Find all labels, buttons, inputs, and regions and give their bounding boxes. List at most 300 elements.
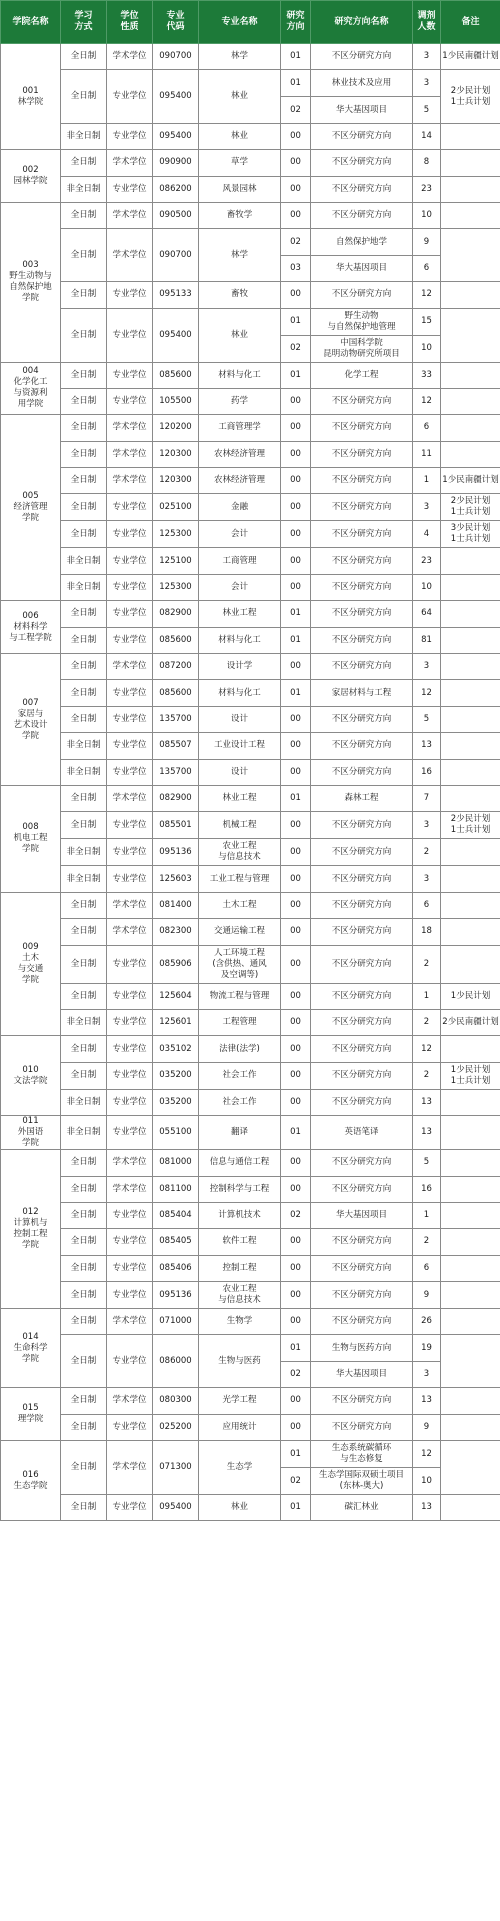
header-major-name: 专业名称 bbox=[199, 1, 281, 44]
dirname-cell: 华大基因项目 bbox=[311, 255, 413, 281]
table-row bbox=[1, 983, 500, 1009]
dir-cell: 00 bbox=[281, 1062, 311, 1089]
dir-cell: 00 bbox=[281, 812, 311, 839]
dirname-cell: 华大基因项目 bbox=[311, 97, 413, 123]
remarks-cell bbox=[441, 1495, 500, 1521]
count-cell: 3 bbox=[413, 494, 441, 521]
major-cell: 生物与医药 bbox=[199, 1335, 281, 1388]
count-cell: 16 bbox=[413, 759, 441, 785]
remarks-cell bbox=[441, 1150, 500, 1176]
dirname-cell: 不区分研究方向 bbox=[311, 654, 413, 680]
degree-cell: 专业学位 bbox=[107, 388, 153, 414]
code-cell: 085501 bbox=[153, 812, 199, 839]
degree-cell: 专业学位 bbox=[107, 1335, 153, 1388]
dirname-cell: 不区分研究方向 bbox=[311, 759, 413, 785]
table-row bbox=[1, 866, 500, 892]
dirname-cell: 不区分研究方向 bbox=[311, 150, 413, 176]
dir-cell: 00 bbox=[281, 441, 311, 467]
count-cell: 5 bbox=[413, 706, 441, 732]
dirname-cell: 不区分研究方向 bbox=[311, 945, 413, 983]
count-cell: 9 bbox=[413, 1414, 441, 1440]
remarks-cell bbox=[441, 1441, 500, 1495]
code-cell: 090700 bbox=[153, 44, 199, 70]
major-cell: 农林经济管理 bbox=[199, 468, 281, 494]
college-name-cell: 003 野生动物与 自然保护地 学院 bbox=[1, 202, 61, 362]
dir-cell: 01 bbox=[281, 362, 311, 388]
code-cell: 081400 bbox=[153, 892, 199, 918]
remarks-cell: 2少民南疆计划 bbox=[441, 1009, 500, 1035]
count-cell: 3 bbox=[413, 654, 441, 680]
code-cell: 125603 bbox=[153, 866, 199, 892]
remarks-cell bbox=[441, 415, 500, 441]
count-cell: 10 bbox=[413, 574, 441, 600]
code-cell: 085507 bbox=[153, 733, 199, 759]
major-cell: 工商管理学 bbox=[199, 415, 281, 441]
degree-cell: 学术学位 bbox=[107, 1388, 153, 1414]
dir-cell: 00 bbox=[281, 521, 311, 548]
code-cell: 071000 bbox=[153, 1309, 199, 1335]
code-cell: 125100 bbox=[153, 548, 199, 574]
degree-cell: 学术学位 bbox=[107, 1309, 153, 1335]
dirname-cell: 自然保护地学 bbox=[311, 229, 413, 255]
code-cell: 081000 bbox=[153, 1150, 199, 1176]
table-row bbox=[1, 1009, 500, 1035]
table-row bbox=[1, 1062, 500, 1089]
degree-cell: 专业学位 bbox=[107, 945, 153, 983]
college-name-cell: 004 化学化工 与资源利 用学院 bbox=[1, 362, 61, 415]
table-row bbox=[1, 1441, 500, 1468]
remarks-cell bbox=[441, 362, 500, 388]
header-remarks: 备注 bbox=[441, 1, 500, 44]
college-name-cell: 001 林学院 bbox=[1, 44, 61, 150]
dir-cell: 00 bbox=[281, 1089, 311, 1115]
mode-cell: 全日制 bbox=[61, 468, 107, 494]
code-cell: 080300 bbox=[153, 1388, 199, 1414]
dirname-cell: 家居材料与工程 bbox=[311, 680, 413, 706]
dirname-cell: 不区分研究方向 bbox=[311, 388, 413, 414]
count-cell: 2 bbox=[413, 1229, 441, 1255]
table-row bbox=[1, 494, 500, 521]
major-cell: 人工环境工程 (含供热、通风 及空调等) bbox=[199, 945, 281, 983]
degree-cell: 专业学位 bbox=[107, 1116, 153, 1150]
mode-cell: 非全日制 bbox=[61, 866, 107, 892]
count-cell: 18 bbox=[413, 919, 441, 945]
count-cell: 9 bbox=[413, 229, 441, 255]
dirname-cell: 不区分研究方向 bbox=[311, 892, 413, 918]
code-cell: 085406 bbox=[153, 1255, 199, 1281]
code-cell: 095400 bbox=[153, 1495, 199, 1521]
mode-cell: 全日制 bbox=[61, 654, 107, 680]
major-cell: 林业工程 bbox=[199, 785, 281, 811]
remarks-cell bbox=[441, 441, 500, 467]
major-cell: 草学 bbox=[199, 150, 281, 176]
mode-cell: 全日制 bbox=[61, 1309, 107, 1335]
degree-cell: 专业学位 bbox=[107, 521, 153, 548]
dirname-cell: 不区分研究方向 bbox=[311, 1388, 413, 1414]
table-row bbox=[1, 441, 500, 467]
count-cell: 3 bbox=[413, 70, 441, 97]
table-row bbox=[1, 706, 500, 732]
mode-cell: 全日制 bbox=[61, 627, 107, 653]
mode-cell: 全日制 bbox=[61, 1176, 107, 1202]
table-row bbox=[1, 1309, 500, 1335]
major-cell: 风景园林 bbox=[199, 176, 281, 202]
degree-cell: 学术学位 bbox=[107, 150, 153, 176]
remarks-cell bbox=[441, 733, 500, 759]
college-name-cell: 007 家居与 艺术设计 学院 bbox=[1, 654, 61, 786]
dir-cell: 00 bbox=[281, 282, 311, 308]
degree-cell: 专业学位 bbox=[107, 70, 153, 123]
code-cell: 125300 bbox=[153, 521, 199, 548]
degree-cell: 学术学位 bbox=[107, 202, 153, 228]
code-cell: 090900 bbox=[153, 150, 199, 176]
count-cell: 12 bbox=[413, 388, 441, 414]
remarks-cell: 1少民南疆计划 bbox=[441, 468, 500, 494]
count-cell: 15 bbox=[413, 308, 441, 335]
mode-cell: 全日制 bbox=[61, 494, 107, 521]
dir-cell: 01 bbox=[281, 70, 311, 97]
mode-cell: 全日制 bbox=[61, 44, 107, 70]
dir-cell: 01 bbox=[281, 627, 311, 653]
dir-cell: 00 bbox=[281, 494, 311, 521]
count-cell: 7 bbox=[413, 785, 441, 811]
mode-cell: 全日制 bbox=[61, 1388, 107, 1414]
mode-cell: 非全日制 bbox=[61, 574, 107, 600]
mode-cell: 全日制 bbox=[61, 1335, 107, 1388]
remarks-cell bbox=[441, 866, 500, 892]
mode-cell: 全日制 bbox=[61, 308, 107, 362]
degree-cell: 学术学位 bbox=[107, 654, 153, 680]
table-row bbox=[1, 415, 500, 441]
mode-cell: 全日制 bbox=[61, 1036, 107, 1062]
dir-cell: 00 bbox=[281, 1309, 311, 1335]
dirname-cell: 不区分研究方向 bbox=[311, 1309, 413, 1335]
mode-cell: 全日制 bbox=[61, 362, 107, 388]
dirname-cell: 生态学国际双硕士项目 (东林-奥大) bbox=[311, 1468, 413, 1495]
count-cell: 10 bbox=[413, 335, 441, 362]
mode-cell: 全日制 bbox=[61, 70, 107, 123]
table-row bbox=[1, 892, 500, 918]
degree-cell: 专业学位 bbox=[107, 983, 153, 1009]
table-row bbox=[1, 733, 500, 759]
mode-cell: 非全日制 bbox=[61, 1009, 107, 1035]
count-cell: 2 bbox=[413, 1062, 441, 1089]
table-row bbox=[1, 468, 500, 494]
dir-cell: 03 bbox=[281, 255, 311, 281]
mode-cell: 全日制 bbox=[61, 229, 107, 282]
table-row bbox=[1, 229, 500, 255]
table-row bbox=[1, 1089, 500, 1115]
count-cell: 6 bbox=[413, 415, 441, 441]
major-cell: 工商管理 bbox=[199, 548, 281, 574]
degree-cell: 专业学位 bbox=[107, 1036, 153, 1062]
mode-cell: 全日制 bbox=[61, 282, 107, 308]
major-cell: 生态学 bbox=[199, 1441, 281, 1495]
dir-cell: 02 bbox=[281, 1202, 311, 1228]
remarks-cell bbox=[441, 282, 500, 308]
code-cell: 135700 bbox=[153, 759, 199, 785]
remarks-cell: 1少民计划 1士兵计划 bbox=[441, 1062, 500, 1089]
count-cell: 12 bbox=[413, 680, 441, 706]
count-cell: 1 bbox=[413, 983, 441, 1009]
count-cell: 4 bbox=[413, 521, 441, 548]
remarks-cell bbox=[441, 839, 500, 866]
remarks-cell bbox=[441, 892, 500, 918]
count-cell: 10 bbox=[413, 1468, 441, 1495]
count-cell: 12 bbox=[413, 282, 441, 308]
dir-cell: 00 bbox=[281, 468, 311, 494]
code-cell: 095400 bbox=[153, 123, 199, 149]
dirname-cell: 不区分研究方向 bbox=[311, 733, 413, 759]
dirname-cell: 不区分研究方向 bbox=[311, 1009, 413, 1035]
mode-cell: 全日制 bbox=[61, 415, 107, 441]
count-cell: 13 bbox=[413, 1089, 441, 1115]
major-cell: 设计 bbox=[199, 759, 281, 785]
dir-cell: 00 bbox=[281, 945, 311, 983]
code-cell: 095136 bbox=[153, 839, 199, 866]
mode-cell: 非全日制 bbox=[61, 123, 107, 149]
degree-cell: 专业学位 bbox=[107, 548, 153, 574]
dirname-cell: 不区分研究方向 bbox=[311, 706, 413, 732]
dir-cell: 01 bbox=[281, 308, 311, 335]
dirname-cell: 野生动物 与自然保护地管理 bbox=[311, 308, 413, 335]
dir-cell: 00 bbox=[281, 548, 311, 574]
mode-cell: 全日制 bbox=[61, 521, 107, 548]
major-cell: 翻译 bbox=[199, 1116, 281, 1150]
dirname-cell: 不区分研究方向 bbox=[311, 983, 413, 1009]
degree-cell: 专业学位 bbox=[107, 123, 153, 149]
major-cell: 会计 bbox=[199, 521, 281, 548]
degree-cell: 专业学位 bbox=[107, 1089, 153, 1115]
dir-cell: 00 bbox=[281, 388, 311, 414]
major-cell: 土木工程 bbox=[199, 892, 281, 918]
dir-cell: 00 bbox=[281, 1282, 311, 1309]
dir-cell: 00 bbox=[281, 1229, 311, 1255]
header-major-code: 专业 代码 bbox=[153, 1, 199, 44]
remarks-cell: 2少民计划 1士兵计划 bbox=[441, 812, 500, 839]
degree-cell: 专业学位 bbox=[107, 733, 153, 759]
code-cell: 086000 bbox=[153, 1335, 199, 1388]
mode-cell: 非全日制 bbox=[61, 839, 107, 866]
table-row bbox=[1, 1176, 500, 1202]
remarks-cell bbox=[441, 919, 500, 945]
major-cell: 法律(法学) bbox=[199, 1036, 281, 1062]
mode-cell: 全日制 bbox=[61, 919, 107, 945]
dirname-cell: 华大基因项目 bbox=[311, 1202, 413, 1228]
count-cell: 9 bbox=[413, 1282, 441, 1309]
table-row bbox=[1, 759, 500, 785]
dir-cell: 00 bbox=[281, 919, 311, 945]
degree-cell: 专业学位 bbox=[107, 1414, 153, 1440]
mode-cell: 全日制 bbox=[61, 1441, 107, 1495]
major-cell: 材料与化工 bbox=[199, 362, 281, 388]
table-row bbox=[1, 521, 500, 548]
major-cell: 控制工程 bbox=[199, 1255, 281, 1281]
dirname-cell: 不区分研究方向 bbox=[311, 1229, 413, 1255]
college-name-cell: 012 计算机与 控制工程 学院 bbox=[1, 1150, 61, 1309]
remarks-cell bbox=[441, 1309, 500, 1335]
degree-cell: 专业学位 bbox=[107, 627, 153, 653]
dir-cell: 02 bbox=[281, 1468, 311, 1495]
degree-cell: 专业学位 bbox=[107, 1062, 153, 1089]
code-cell: 085405 bbox=[153, 1229, 199, 1255]
table-row bbox=[1, 574, 500, 600]
code-cell: 082900 bbox=[153, 601, 199, 627]
code-cell: 125300 bbox=[153, 574, 199, 600]
code-cell: 087200 bbox=[153, 654, 199, 680]
code-cell: 105500 bbox=[153, 388, 199, 414]
dir-cell: 00 bbox=[281, 866, 311, 892]
degree-cell: 专业学位 bbox=[107, 1009, 153, 1035]
table-row bbox=[1, 601, 500, 627]
table-row bbox=[1, 1202, 500, 1228]
dir-cell: 00 bbox=[281, 150, 311, 176]
table-row bbox=[1, 1116, 500, 1150]
mode-cell: 非全日制 bbox=[61, 548, 107, 574]
degree-cell: 专业学位 bbox=[107, 362, 153, 388]
college-name-cell: 016 生态学院 bbox=[1, 1441, 61, 1521]
code-cell: 035102 bbox=[153, 1036, 199, 1062]
count-cell: 2 bbox=[413, 839, 441, 866]
count-cell: 14 bbox=[413, 123, 441, 149]
code-cell: 085906 bbox=[153, 945, 199, 983]
code-cell: 095400 bbox=[153, 308, 199, 362]
mode-cell: 全日制 bbox=[61, 1414, 107, 1440]
remarks-cell bbox=[441, 680, 500, 706]
remarks-cell: 1少民计划 bbox=[441, 983, 500, 1009]
dir-cell: 02 bbox=[281, 229, 311, 255]
remarks-cell bbox=[441, 548, 500, 574]
table-row bbox=[1, 1282, 500, 1309]
table-row bbox=[1, 1255, 500, 1281]
remarks-cell: 2少民计划 1士兵计划 bbox=[441, 70, 500, 123]
dirname-cell: 不区分研究方向 bbox=[311, 1062, 413, 1089]
count-cell: 3 bbox=[413, 44, 441, 70]
code-cell: 135700 bbox=[153, 706, 199, 732]
code-cell: 095133 bbox=[153, 282, 199, 308]
degree-cell: 专业学位 bbox=[107, 812, 153, 839]
degree-cell: 专业学位 bbox=[107, 680, 153, 706]
code-cell: 090700 bbox=[153, 229, 199, 282]
dirname-cell: 不区分研究方向 bbox=[311, 1414, 413, 1440]
dirname-cell: 不区分研究方向 bbox=[311, 1255, 413, 1281]
major-cell: 林业工程 bbox=[199, 601, 281, 627]
major-cell: 应用统计 bbox=[199, 1414, 281, 1440]
remarks-cell bbox=[441, 574, 500, 600]
degree-cell: 学术学位 bbox=[107, 441, 153, 467]
dir-cell: 00 bbox=[281, 1150, 311, 1176]
college-name-cell: 006 材料科学 与工程学院 bbox=[1, 601, 61, 654]
major-cell: 计算机技术 bbox=[199, 1202, 281, 1228]
dir-cell: 01 bbox=[281, 44, 311, 70]
table-row bbox=[1, 1335, 500, 1361]
degree-cell: 专业学位 bbox=[107, 1282, 153, 1309]
count-cell: 6 bbox=[413, 255, 441, 281]
count-cell: 13 bbox=[413, 1495, 441, 1521]
major-cell: 生物学 bbox=[199, 1309, 281, 1335]
dirname-cell: 不区分研究方向 bbox=[311, 839, 413, 866]
mode-cell: 非全日制 bbox=[61, 1089, 107, 1115]
major-cell: 光学工程 bbox=[199, 1388, 281, 1414]
dirname-cell: 不区分研究方向 bbox=[311, 1176, 413, 1202]
major-cell: 畜牧 bbox=[199, 282, 281, 308]
college-name-cell: 008 机电工程 学院 bbox=[1, 785, 61, 892]
college-name-cell: 009 土木 与交通 学院 bbox=[1, 892, 61, 1036]
code-cell: 035200 bbox=[153, 1089, 199, 1115]
degree-cell: 专业学位 bbox=[107, 1495, 153, 1521]
dirname-cell: 不区分研究方向 bbox=[311, 494, 413, 521]
table-row bbox=[1, 1495, 500, 1521]
table-row bbox=[1, 627, 500, 653]
count-cell: 3 bbox=[413, 866, 441, 892]
count-cell: 2 bbox=[413, 1009, 441, 1035]
major-cell: 林学 bbox=[199, 44, 281, 70]
dir-cell: 01 bbox=[281, 1335, 311, 1361]
remarks-cell bbox=[441, 123, 500, 149]
major-cell: 林业 bbox=[199, 123, 281, 149]
mode-cell: 非全日制 bbox=[61, 759, 107, 785]
dir-cell: 00 bbox=[281, 983, 311, 1009]
dir-cell: 00 bbox=[281, 759, 311, 785]
dirname-cell: 不区分研究方向 bbox=[311, 176, 413, 202]
mode-cell: 全日制 bbox=[61, 1282, 107, 1309]
table-row bbox=[1, 176, 500, 202]
remarks-cell bbox=[441, 1388, 500, 1414]
dir-cell: 02 bbox=[281, 97, 311, 123]
remarks-cell: 1少民南疆计划 bbox=[441, 44, 500, 70]
mode-cell: 全日制 bbox=[61, 388, 107, 414]
count-cell: 26 bbox=[413, 1309, 441, 1335]
college-name-cell: 015 理学院 bbox=[1, 1388, 61, 1441]
count-cell: 81 bbox=[413, 627, 441, 653]
table-row bbox=[1, 150, 500, 176]
table-row bbox=[1, 812, 500, 839]
header-study-mode: 学习 方式 bbox=[61, 1, 107, 44]
code-cell: 082900 bbox=[153, 785, 199, 811]
major-cell: 林业 bbox=[199, 308, 281, 362]
count-cell: 6 bbox=[413, 1255, 441, 1281]
dirname-cell: 生态系统碳循环 与生态修复 bbox=[311, 1441, 413, 1468]
table-row bbox=[1, 1150, 500, 1176]
major-cell: 农林经济管理 bbox=[199, 441, 281, 467]
dirname-cell: 不区分研究方向 bbox=[311, 1150, 413, 1176]
mode-cell: 全日制 bbox=[61, 945, 107, 983]
dir-cell: 00 bbox=[281, 415, 311, 441]
count-cell: 12 bbox=[413, 1441, 441, 1468]
table-row bbox=[1, 785, 500, 811]
table-row bbox=[1, 1229, 500, 1255]
code-cell: 120300 bbox=[153, 468, 199, 494]
degree-cell: 专业学位 bbox=[107, 494, 153, 521]
dir-cell: 01 bbox=[281, 1116, 311, 1150]
table-row bbox=[1, 44, 500, 70]
major-cell: 控制科学与工程 bbox=[199, 1176, 281, 1202]
count-cell: 1 bbox=[413, 1202, 441, 1228]
major-cell: 林学 bbox=[199, 229, 281, 282]
code-cell: 090500 bbox=[153, 202, 199, 228]
table-row bbox=[1, 362, 500, 388]
remarks-cell bbox=[441, 1282, 500, 1309]
dir-cell: 00 bbox=[281, 706, 311, 732]
count-cell: 12 bbox=[413, 1036, 441, 1062]
dirname-cell: 不区分研究方向 bbox=[311, 521, 413, 548]
major-cell: 材料与化工 bbox=[199, 627, 281, 653]
dirname-cell: 生物与医药方向 bbox=[311, 1335, 413, 1361]
dir-cell: 00 bbox=[281, 1176, 311, 1202]
mode-cell: 全日制 bbox=[61, 202, 107, 228]
count-cell: 3 bbox=[413, 812, 441, 839]
degree-cell: 学术学位 bbox=[107, 1441, 153, 1495]
